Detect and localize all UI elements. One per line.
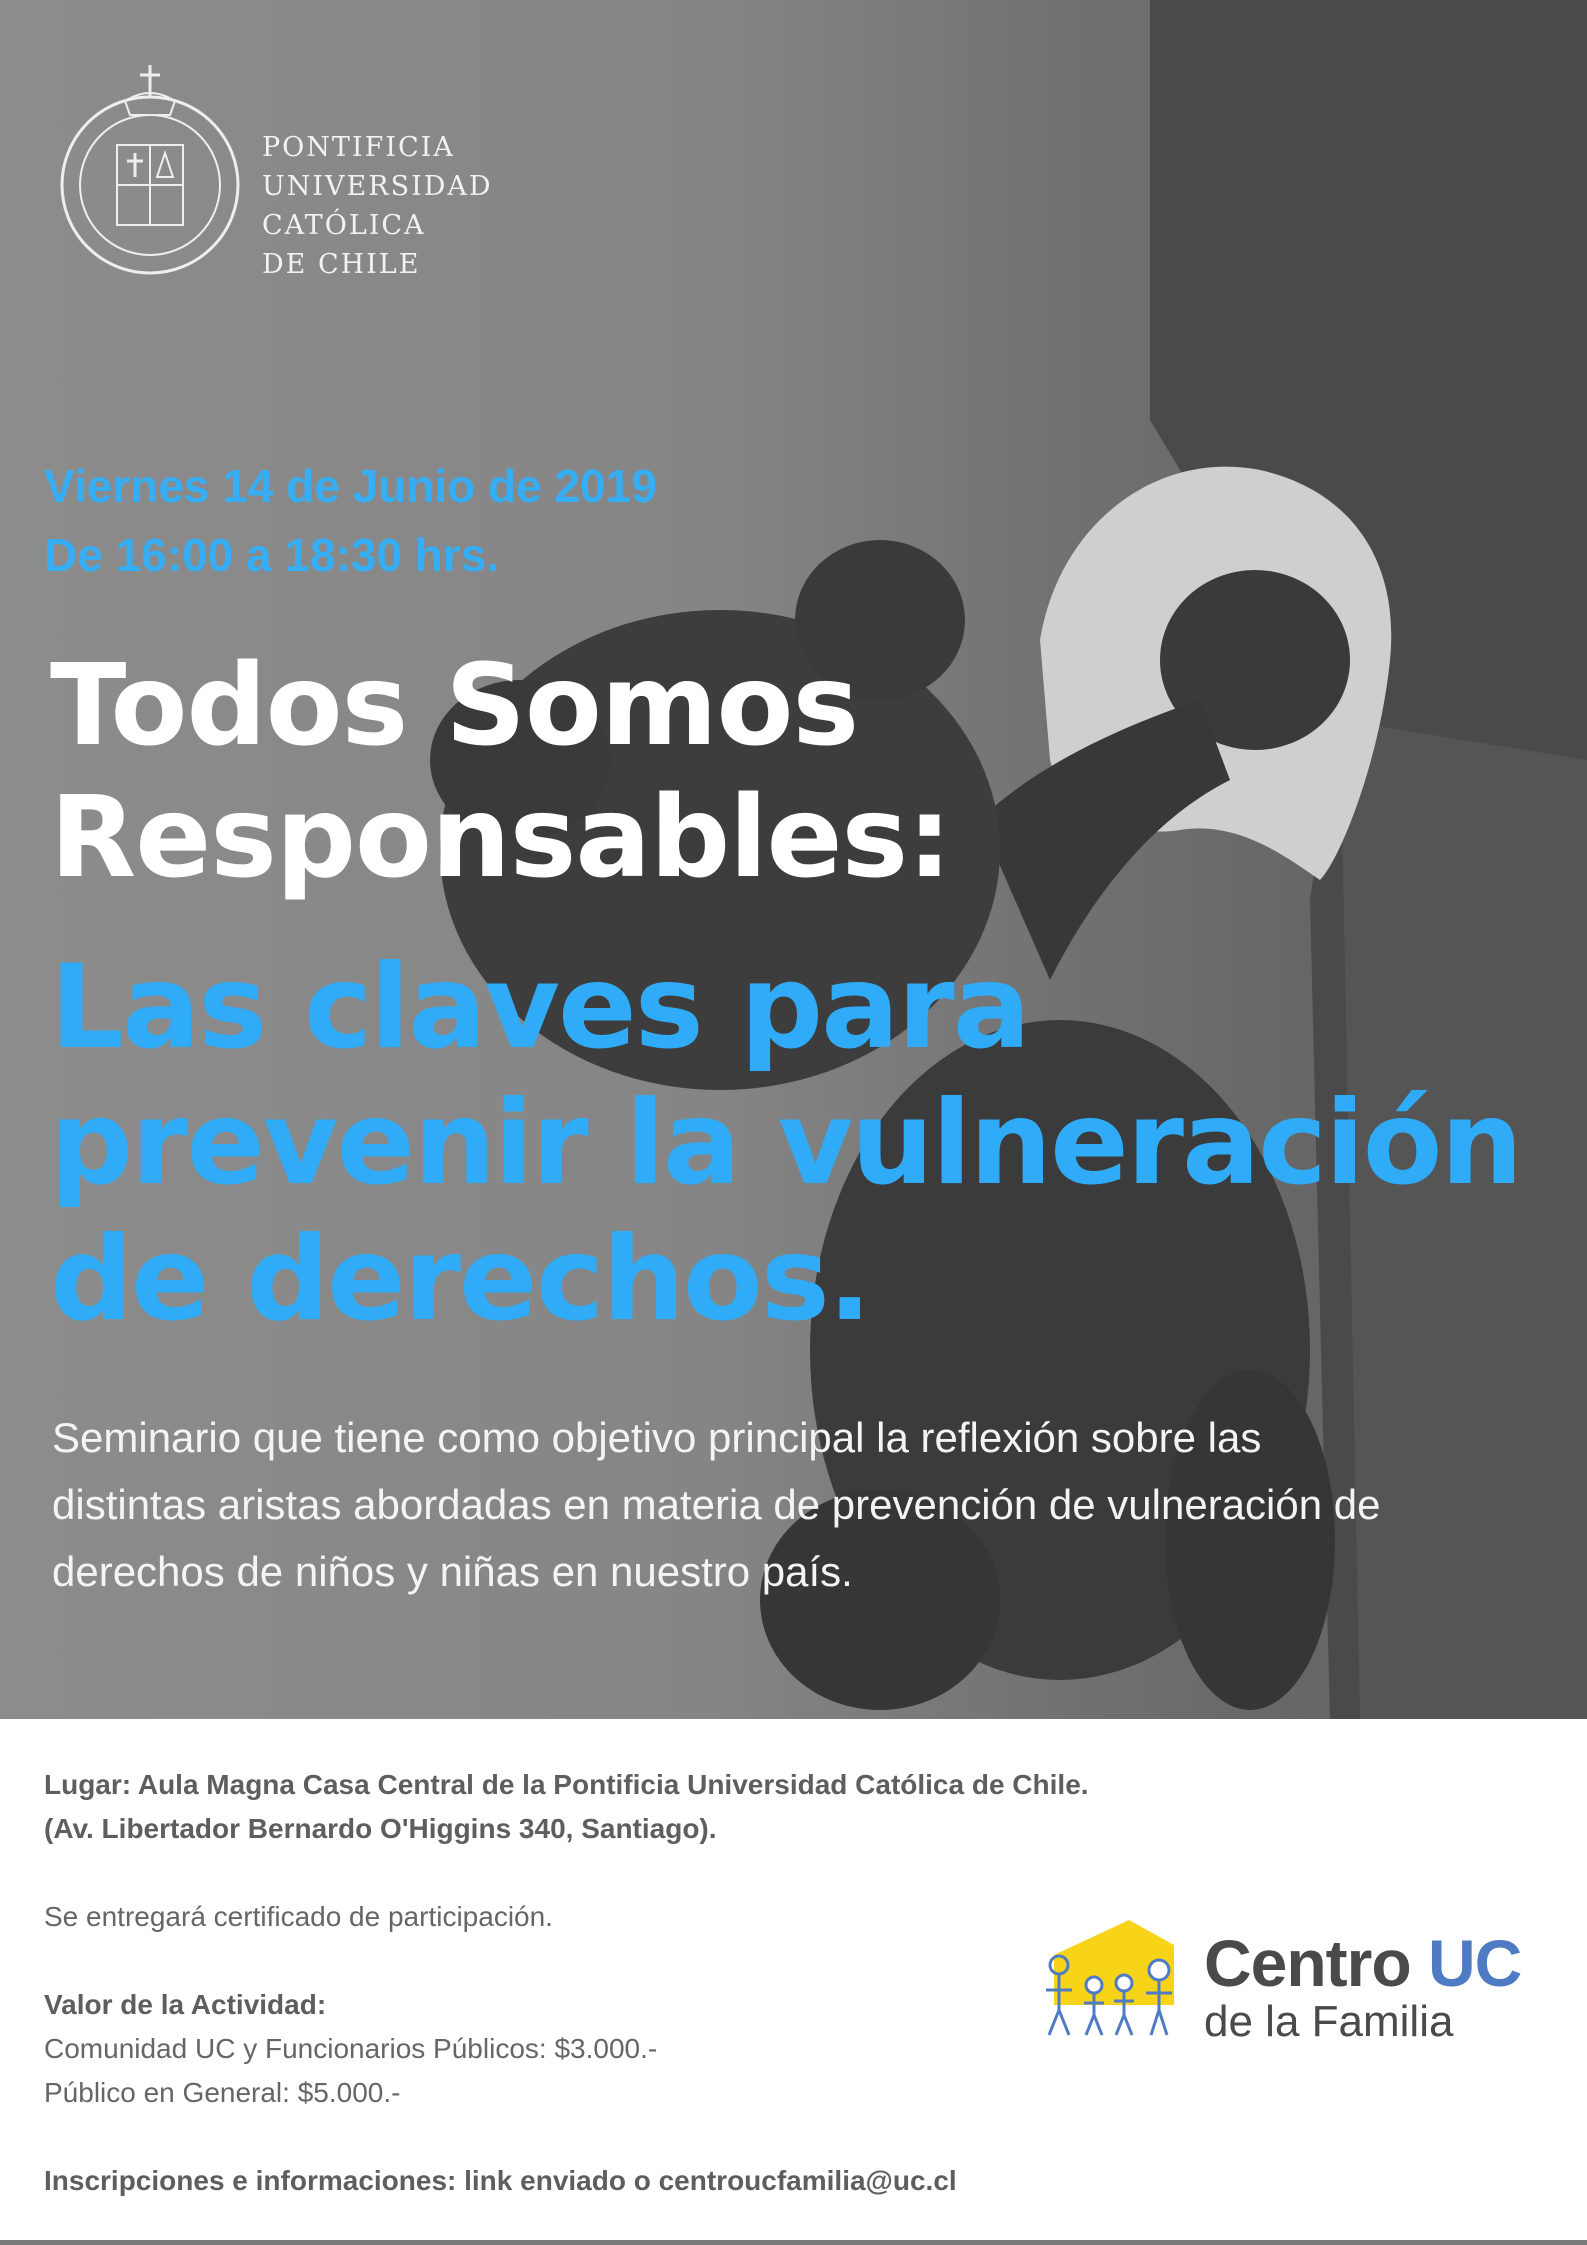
- university-name-line: CATÓLICA: [262, 210, 426, 241]
- venue-text: Lugar: Aula Magna Casa Central de la Pontificia Universidad Católica de Chile.: [44, 1769, 1089, 1800]
- event-time: De 16:00 a 18:30 hrs.: [44, 529, 500, 581]
- page-title: [50, 640, 951, 904]
- subtitle-line: de derechos.: [50, 1212, 870, 1347]
- subtitle-line: Las claves para: [50, 940, 1029, 1075]
- event-date: Viernes 14 de Junio de 2019: [44, 460, 657, 512]
- subtitle-line: prevenir la vulneración: [50, 1076, 1522, 1211]
- centro-uc-title: [1204, 1925, 1521, 2001]
- description-line: derechos de niños y niñas en nuestro país.: [52, 1548, 853, 1595]
- centro-uc-familia-logo: [1024, 1915, 1544, 2055]
- family-house-icon: [1024, 1915, 1194, 2045]
- spacer: [44, 2115, 1089, 2159]
- centro-word: Centro: [1204, 1926, 1411, 2000]
- price-general: Público en General: $5.000.-: [44, 2077, 401, 2108]
- pontificia-universidad-catolica-seal: [55, 45, 245, 295]
- university-name: [262, 128, 493, 284]
- spacer: [44, 1939, 1089, 1983]
- event-description: [52, 1404, 1552, 1605]
- event-datetime: [44, 452, 657, 590]
- description-line: distintas aristas abordadas en materia de prevención de vulneración de: [52, 1481, 1381, 1528]
- uc-word: UC: [1428, 1926, 1522, 2000]
- venue-address: (Av. Libertador Bernardo O'Higgins 340, Santiago).: [44, 1813, 717, 1844]
- price-title: Valor de la Actividad:: [44, 1989, 327, 2020]
- title-line: Responsables:: [50, 773, 951, 903]
- event-info: [44, 1763, 1089, 2203]
- page-subtitle: [50, 940, 1521, 1348]
- description-line: Seminario que tiene como objetivo principal la reflexión sobre las: [52, 1414, 1262, 1461]
- university-name-line: PONTIFICIA: [262, 132, 455, 163]
- price-uc: Comunidad UC y Funcionarios Públicos: $3.000.-: [44, 2033, 658, 2064]
- registration-text: Inscripciones e informaciones: link enviado o centroucfamilia@uc.cl: [44, 2165, 957, 2196]
- centro-subtitle: de la Familia: [1204, 1997, 1454, 2046]
- university-name-line: DE CHILE: [262, 249, 421, 280]
- bottom-divider: [0, 2240, 1587, 2245]
- certificate-text: Se entregará certificado de participación.: [44, 1901, 553, 1932]
- university-name-line: UNIVERSIDAD: [262, 171, 493, 202]
- title-line: Todos Somos: [50, 641, 859, 771]
- spacer: [44, 1851, 1089, 1895]
